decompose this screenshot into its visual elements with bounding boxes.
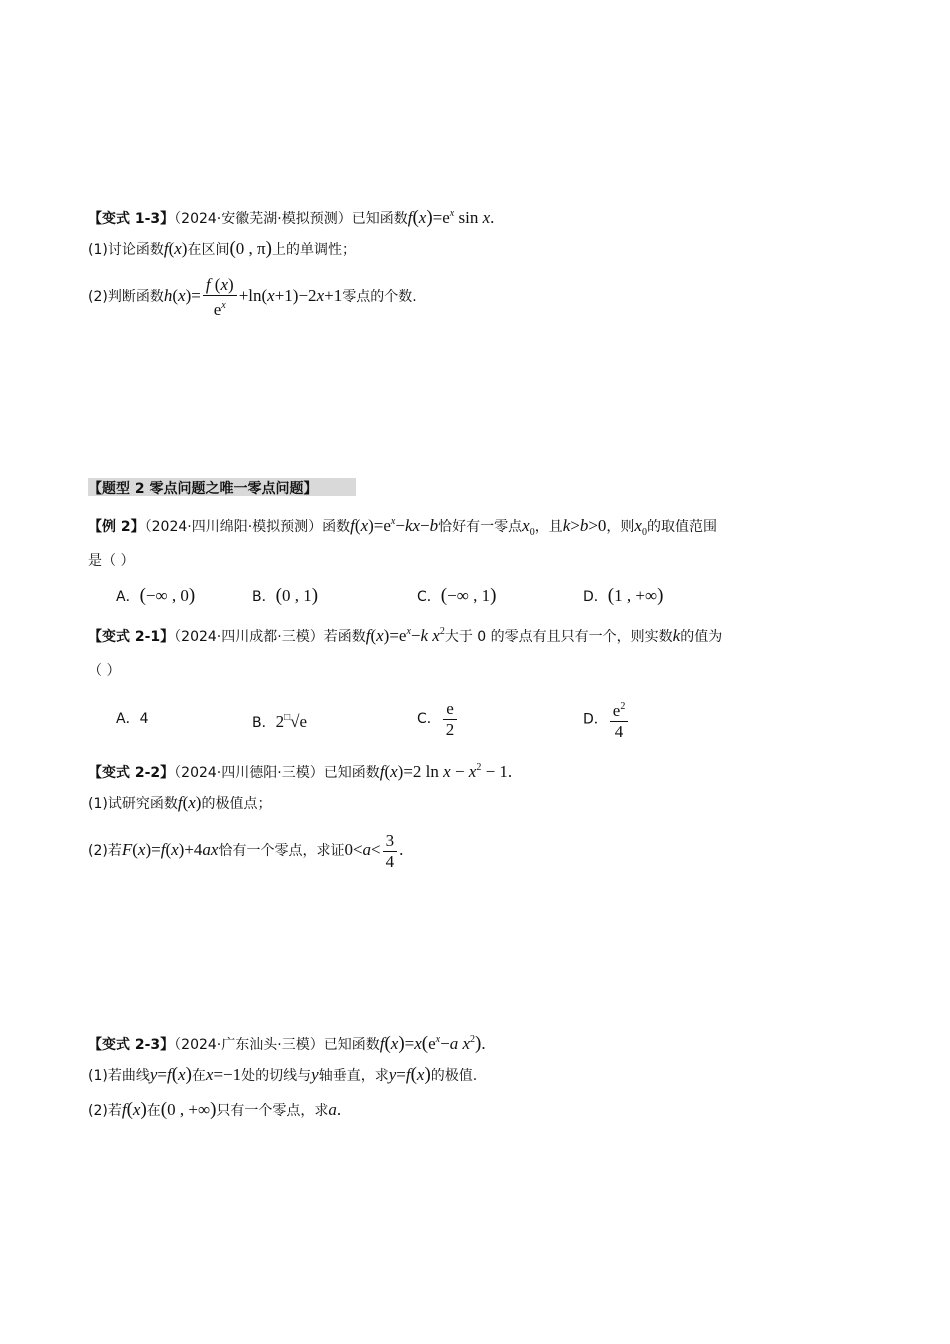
option-label: D．: [583, 589, 608, 605]
text: 大于 0 的零点有且只有一个，则实数: [444, 629, 673, 645]
formula: $f(x)=e^x-kx-b$: [350, 516, 439, 535]
option-b: [252, 585, 318, 608]
source-text: （2024·广东汕头·三模）已知函数: [174, 1037, 380, 1053]
formula: f(x): [163, 239, 188, 258]
formula: (−∞ , 1): [440, 585, 497, 606]
formula: f(x): [121, 1099, 147, 1120]
variant-2-1-line2: [88, 659, 120, 682]
part-label: (1)若曲线: [88, 1068, 150, 1084]
text: 在: [191, 1068, 206, 1084]
formula: y=f(x): [149, 1064, 192, 1085]
variant-2-2-part1: [88, 792, 271, 815]
formula: k>b>0: [562, 516, 607, 535]
option-label: D．: [583, 711, 608, 728]
formula: (0 , 1): [275, 585, 319, 606]
text: 恰有一个零点，求证: [218, 843, 345, 859]
formula: h(x)= $\frac{f (x)}{e^x}$ +ln(x+1)−2x+1: [163, 274, 343, 319]
formula: (1 , +∞): [607, 585, 664, 606]
text: 轴垂直，求: [318, 1068, 389, 1084]
example-2-line2: [88, 549, 134, 572]
text: 上的单调性；: [271, 242, 356, 258]
option-a: [116, 707, 148, 730]
option-d: [583, 585, 663, 608]
interval: (0 , π): [229, 238, 272, 259]
variant-1-3-part2: [88, 274, 417, 320]
option-label: B．: [252, 589, 276, 605]
formula: 2□√e: [275, 712, 308, 731]
variant-2-3-part1: [88, 1064, 477, 1087]
formula: $x_0$: [522, 516, 535, 538]
text: 处的切线与: [241, 1068, 312, 1084]
formula: y: [311, 1065, 319, 1084]
text: 只有一个零点，求: [216, 1103, 329, 1119]
text: 是（ ）: [88, 553, 135, 569]
option-d: [583, 697, 630, 742]
variant-2-3-header: [88, 1029, 486, 1056]
section-banner: [88, 478, 356, 496]
example-2-header: [88, 511, 717, 544]
formula: x=−1: [205, 1065, 242, 1084]
text: 在: [146, 1103, 161, 1119]
text: 的极值.: [430, 1068, 478, 1084]
variant-tag: 【变式 2-2】: [88, 765, 175, 781]
formula: $\frac{e^2}{4}$: [610, 697, 629, 742]
variant-1-3-header: [88, 203, 494, 230]
text: 恰好有一零点: [438, 519, 523, 535]
option-label: A．4: [116, 711, 149, 727]
formula: f(x)=2 $\ln x - x^2 - 1$.: [379, 762, 513, 781]
variant-2-1-header: [88, 621, 722, 648]
text: 的值为: [680, 629, 723, 645]
formula: $f(x)=e^x-k$ $x^2$: [365, 626, 445, 645]
variant-2-2-part2: [88, 828, 403, 873]
part-label: (2)若: [88, 843, 122, 859]
interval: (0 , +∞): [160, 1099, 217, 1120]
part-label: (1)试研究函数: [88, 796, 178, 812]
formula: $\frac{e}{2}$: [443, 699, 458, 740]
option-label: B．: [252, 715, 276, 731]
source-text: （2024·四川德阳·三模）已知函数: [174, 765, 380, 781]
part-label: (2)若: [88, 1103, 122, 1119]
formula: $f(x)=x(e^x-a$ $x^2$).: [379, 1033, 486, 1054]
option-a: [116, 585, 195, 608]
option-c: [417, 585, 496, 608]
text: 在区间: [187, 242, 230, 258]
formula: F(x)=f(x)+4ax: [121, 840, 219, 859]
source-text: （2024·四川成都·三模）若函数: [174, 629, 366, 645]
variant-2-3-part2: [88, 1099, 341, 1122]
formula: a.: [328, 1100, 342, 1119]
option-label: C．: [417, 589, 441, 605]
source-text: （2024·四川绵阳·模拟预测）函数: [144, 519, 351, 535]
option-b: [252, 707, 307, 734]
text: 的极值点；: [201, 796, 272, 812]
example-tag: 【例 2】: [88, 519, 145, 535]
variant-tag: 【变式 1-3】: [88, 211, 175, 227]
formula: f(x): [177, 793, 202, 812]
formula: $x_0$: [634, 516, 647, 538]
variant-tag: 【变式 2-3】: [88, 1037, 175, 1053]
text: 零点的个数.: [342, 289, 417, 305]
variant-1-3-part1: [88, 238, 356, 261]
text: （ ）: [88, 663, 121, 679]
formula: y=f(x): [388, 1064, 431, 1085]
formula: $f(x)=e^x$ sin x.: [407, 207, 495, 228]
source-text: （2024·安徽芜湖·模拟预测）已知函数: [174, 211, 408, 227]
variant-tag: 【变式 2-1】: [88, 629, 175, 645]
formula: (−∞ , 0): [139, 585, 196, 606]
variant-2-2-header: [88, 757, 512, 784]
part-label: (1)讨论函数: [88, 242, 164, 258]
part-label: (2)判断函数: [88, 289, 164, 305]
option-label: A．: [116, 589, 140, 605]
text: ，则: [606, 519, 635, 535]
formula: 0<a< $\frac{3}{4}$ .: [344, 830, 404, 871]
option-label: C．: [417, 711, 441, 727]
banner-title: 【题型 2 零点问题之唯一零点问题】: [88, 481, 318, 497]
text: ，且: [534, 519, 563, 535]
formula: k: [672, 626, 681, 645]
option-c: [417, 697, 459, 740]
text: 的取值范围: [646, 519, 717, 535]
